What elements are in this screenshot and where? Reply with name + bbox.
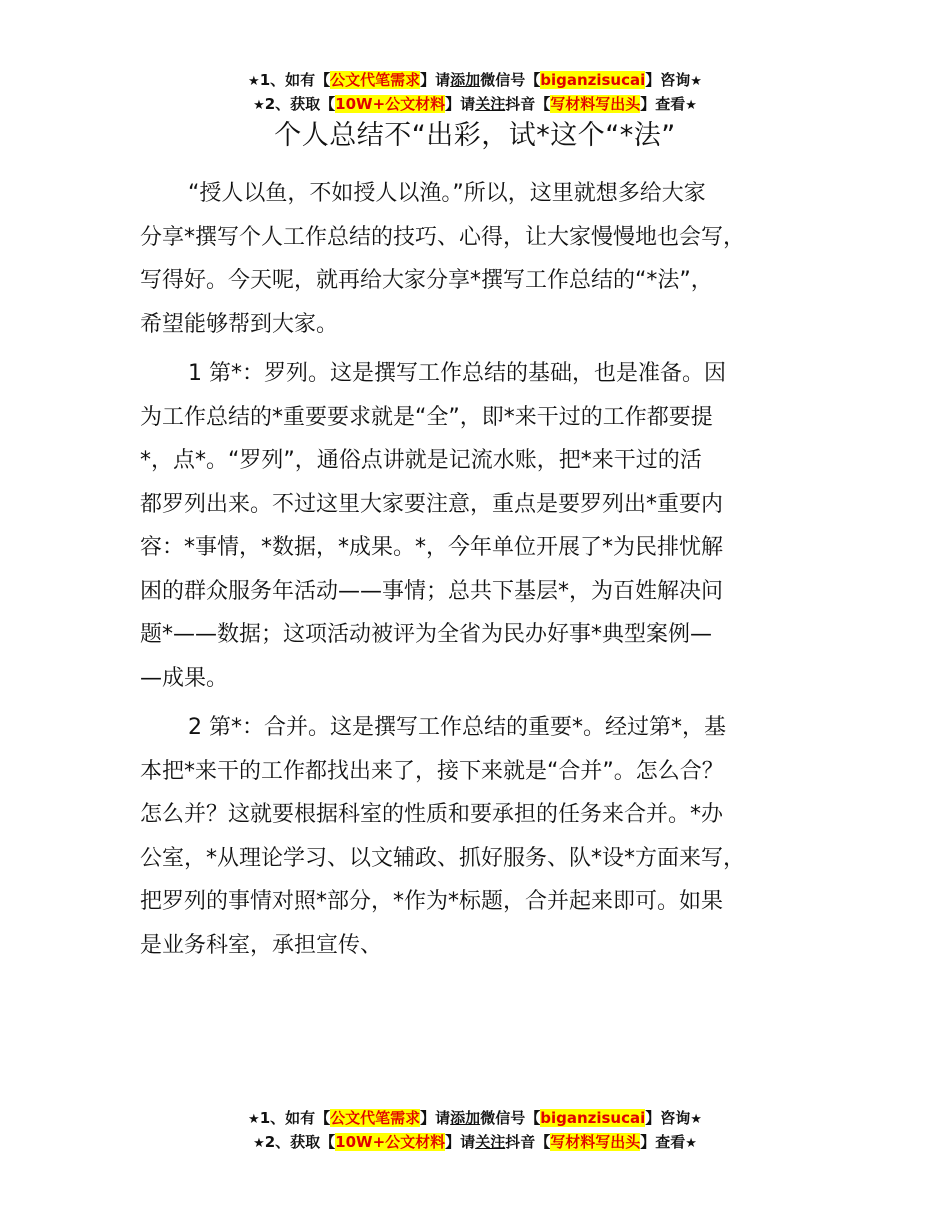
- header-promo-line-1: ★1、如有【公文代笔需求】请添加微信号【biganzisucai】咨询★: [248, 71, 702, 89]
- text-line: 写得好。今天呢，就再给大家分享*撰写工作总结的“*法”，: [140, 268, 713, 293]
- star-icon: ★: [253, 1136, 265, 1151]
- text-line: 是业务科室，承担宣传、: [140, 932, 383, 958]
- underlined-text: 添加: [450, 1109, 481, 1127]
- text-line: “授人以鱼，不如授人以渔。”所以，这里就想多给大家: [188, 181, 706, 206]
- highlight-text: 10W+公文材料: [335, 95, 446, 113]
- text-line: 把罗列的事情对照*部分，*作为*标题，合并起来即可。如果: [140, 889, 724, 914]
- text-line: 1 第*：罗列。这是撰写工作总结的基础，也是准备。因: [188, 361, 726, 386]
- paragraph-step-1: [140, 352, 840, 700]
- header-promo: [0, 69, 950, 117]
- paragraph-step-2: [140, 706, 840, 967]
- text-line: 怎么并？这就要根据科室的性质和要承担的任务来合并。*办: [140, 802, 724, 827]
- douyin-account: 写材料写出头: [550, 1133, 641, 1151]
- star-icon: ★: [248, 1112, 260, 1127]
- star-icon: ★: [690, 74, 702, 89]
- text-line: 都罗列出来。不过这里大家要注意，重点是要罗列出*重要内: [140, 491, 724, 517]
- text-line: 困的群众服务年活动——事情；总共下基层*，为百姓解决问: [140, 578, 724, 604]
- text-line: 分享*撰写个人工作总结的技巧、心得，让大家慢慢地也会写，: [140, 224, 746, 250]
- text-line: 题*——数据；这项活动被评为全省为民办好事*典型案例—: [140, 622, 713, 647]
- paragraph-intro: [140, 172, 840, 346]
- text-line: 公室，*从理论学习、以文辅政、抓好服务、队*设*方面来写，: [140, 845, 746, 871]
- wechat-id: biganzisucai: [540, 71, 646, 89]
- highlight-text: 公文代笔需求: [330, 71, 421, 89]
- highlight-text: 10W+公文材料: [335, 1133, 446, 1151]
- text-line: *，点*。“罗列”，通俗点讲就是记流水账，把*来干过的活: [140, 448, 702, 473]
- footer-promo-line-1: ★1、如有【公文代笔需求】请添加微信号【biganzisucai】咨询★: [248, 1109, 702, 1127]
- underlined-text: 关注: [475, 1133, 506, 1151]
- star-icon: ★: [690, 1112, 702, 1127]
- footer-promo-line-2: ★2、获取【10W+公文材料】请关注抖音【写材料写出头】查看★: [253, 1133, 697, 1151]
- text-line: 为工作总结的*重要要求就是“全”，即*来干过的工作都要提: [140, 404, 713, 430]
- document-title: 个人总结不“出彩，试*这个“*法”: [274, 120, 676, 151]
- star-icon: ★: [685, 1136, 697, 1151]
- star-icon: ★: [685, 98, 697, 113]
- wechat-id: biganzisucai: [540, 1109, 646, 1127]
- highlight-text: 公文代笔需求: [330, 1109, 421, 1127]
- text-line: 希望能够帮到大家。: [140, 311, 339, 337]
- text-line: —成果。: [140, 665, 229, 691]
- header-promo-line-2: ★2、获取【10W+公文材料】请关注抖音【写材料写出头】查看★: [253, 95, 697, 113]
- underlined-text: 关注: [475, 95, 506, 113]
- underlined-text: 添加: [450, 71, 481, 89]
- document-body: [140, 172, 840, 973]
- text-line: 本把*来干的工作都找出来了，接下来就是“合并”。怎么合？: [140, 758, 724, 784]
- star-icon: ★: [248, 74, 260, 89]
- footer-promo: [0, 1107, 950, 1155]
- text-line: 2 第*：合并。这是撰写工作总结的重要*。经过第*，基: [188, 715, 726, 740]
- douyin-account: 写材料写出头: [550, 95, 641, 113]
- text-line: 容：*事情，*数据，*成果。*，今年单位开展了*为民排忧解: [140, 535, 724, 560]
- star-icon: ★: [253, 98, 265, 113]
